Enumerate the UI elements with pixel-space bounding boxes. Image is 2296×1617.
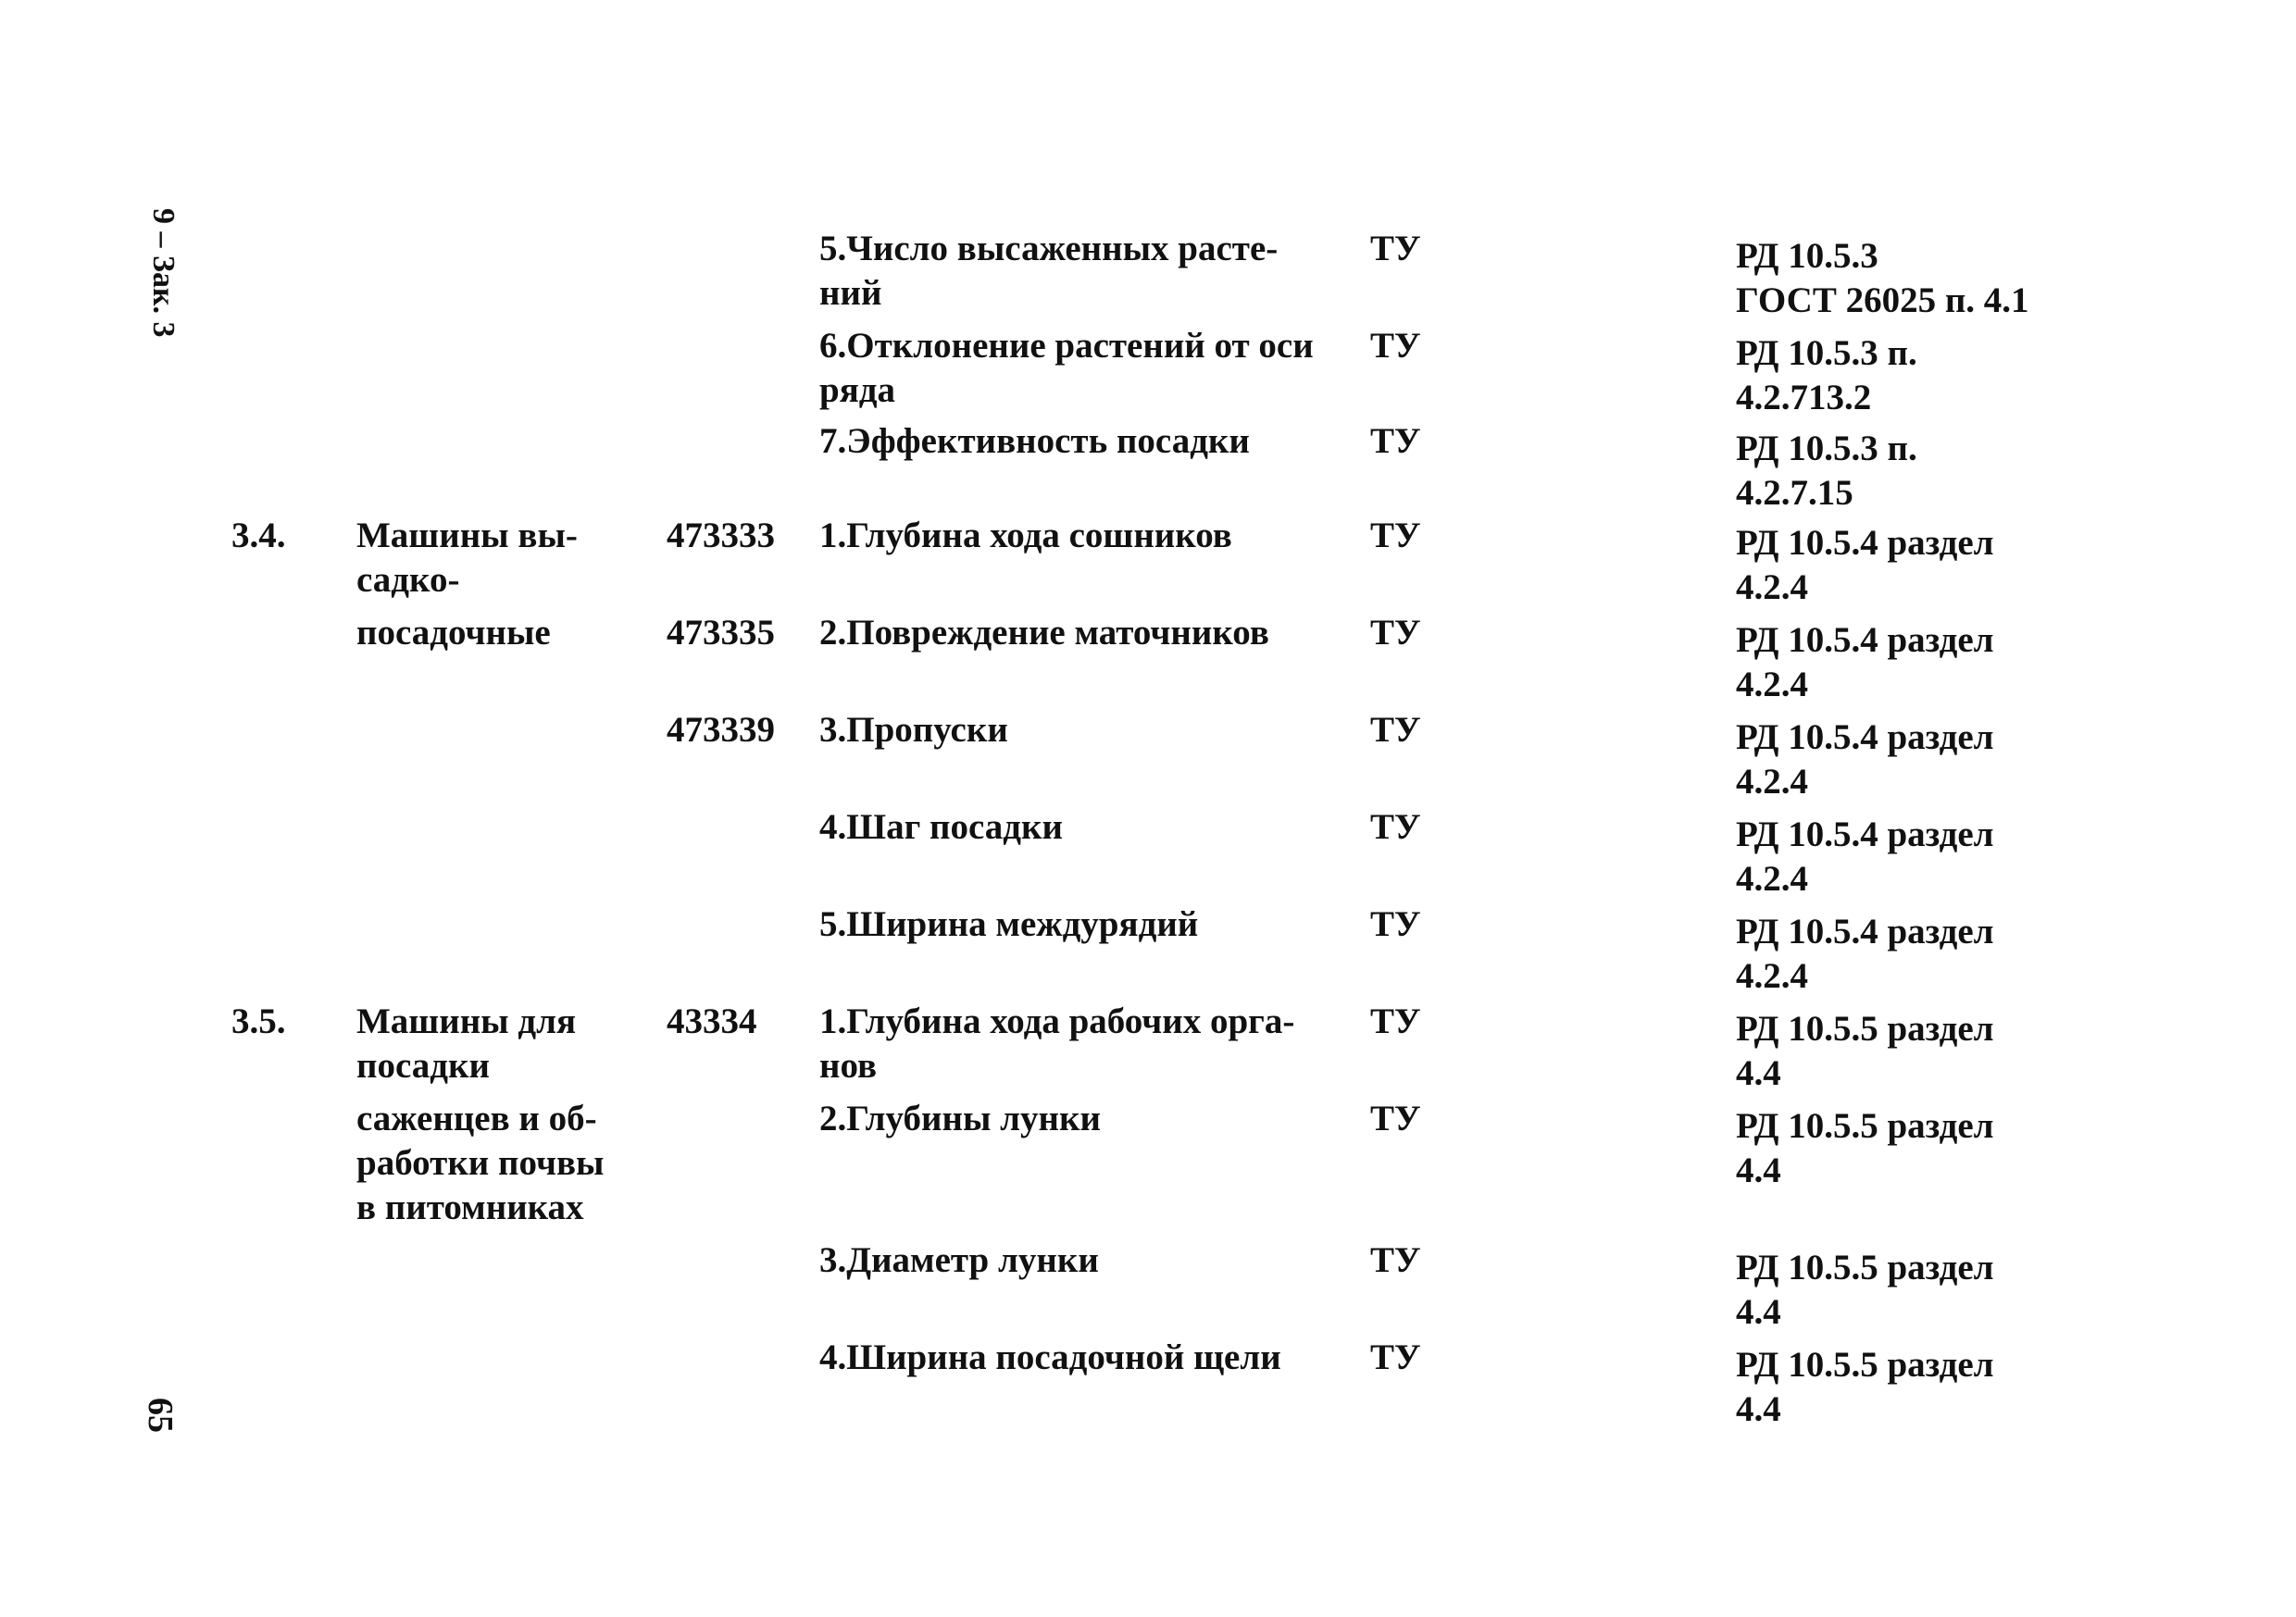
requirement-source: ТУ (1370, 229, 1421, 268)
requirement-source: ТУ (1370, 710, 1421, 750)
test-method-doc: РД 10.5.3 п. 4.2.713.2 (1736, 333, 1917, 417)
machine-name: посадочные (356, 613, 551, 653)
parameter: 5.Число высаженных расте- ний (819, 229, 1279, 313)
parameter: 1.Глубина хода сошников (819, 516, 1232, 555)
requirement-source: ТУ (1370, 1099, 1421, 1138)
test-method-doc: РД 10.5.4 раздел 4.2.4 (1736, 717, 1994, 802)
test-method-doc: РД 10.5.3 п. 4.2.7.15 (1736, 429, 1917, 513)
test-method-doc: РД 10.5.5 раздел 4.4 (1736, 1106, 1994, 1190)
parameter: 7.Эффективность посадки (819, 421, 1250, 461)
machine-code: 43334 (667, 1001, 757, 1041)
page-number: 65 (141, 1398, 180, 1433)
machine-code: 473333 (667, 516, 775, 555)
parameter: 3.Диаметр лунки (819, 1240, 1099, 1280)
requirement-source: ТУ (1370, 326, 1421, 366)
parameter: 5.Ширина междурядий (819, 904, 1199, 944)
requirement-source: ТУ (1370, 613, 1421, 653)
parameter: 6.Отклонение растений от оси ряда (819, 326, 1314, 410)
requirement-source: ТУ (1370, 421, 1421, 461)
test-method-doc: РД 10.5.5 раздел 4.4 (1736, 1345, 1994, 1429)
requirement-source: ТУ (1370, 516, 1421, 555)
test-method-doc: РД 10.5.4 раздел 4.2.4 (1736, 912, 1994, 996)
requirement-source: ТУ (1370, 1001, 1421, 1041)
test-method-doc: РД 10.5.4 раздел 4.2.4 (1736, 620, 1994, 704)
parameter: 3.Пропуски (819, 710, 1008, 750)
row-number: 3.5. (231, 1001, 286, 1041)
test-method-doc: РД 10.5.5 раздел 4.4 (1736, 1009, 1994, 1093)
margin-sheet-note: 9 – Зак. 3 (146, 208, 181, 338)
parameter: 1.Глубина хода рабочих орга- нов (819, 1001, 1295, 1086)
machine-name: саженцев и об- работки почвы в питомниках (356, 1099, 605, 1227)
requirement-source: ТУ (1370, 807, 1421, 847)
machine-name: Машины для посадки (356, 1001, 577, 1086)
machine-code: 473335 (667, 613, 775, 653)
requirement-source: ТУ (1370, 904, 1421, 944)
test-method-doc: РД 10.5.3 ГОСТ 26025 п. 4.1 (1736, 236, 2029, 320)
parameter: 2.Повреждение маточников (819, 613, 1269, 653)
machine-code: 473339 (667, 710, 775, 750)
test-method-doc: РД 10.5.4 раздел 4.2.4 (1736, 523, 1994, 607)
parameter: 4.Ширина посадочной щели (819, 1337, 1281, 1377)
parameter: 4.Шаг посадки (819, 807, 1063, 847)
test-method-doc: РД 10.5.4 раздел 4.2.4 (1736, 815, 1994, 899)
machine-name: Машины вы- садко- (356, 516, 578, 600)
parameter: 2.Глубины лунки (819, 1099, 1101, 1138)
row-number: 3.4. (231, 516, 286, 555)
test-method-doc: РД 10.5.5 раздел 4.4 (1736, 1248, 1994, 1332)
requirement-source: ТУ (1370, 1337, 1421, 1377)
requirement-source: ТУ (1370, 1240, 1421, 1280)
